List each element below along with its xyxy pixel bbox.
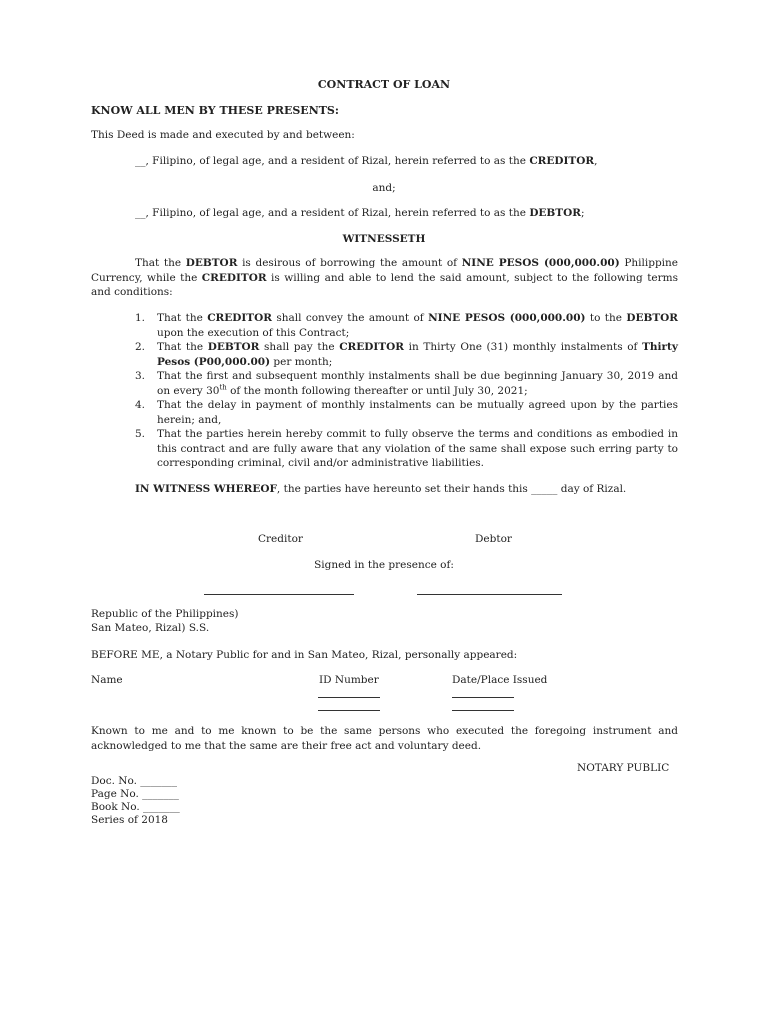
document-title: CONTRACT OF LOAN <box>317 78 451 91</box>
witnesseth-heading: WITNESSETH <box>342 233 426 245</box>
before-me-text: BEFORE ME, a Notary Public for and in San Mateo, Rizal, personally appeared: <box>91 649 518 661</box>
debtor-signature-label: Debtor <box>475 533 512 545</box>
term-item: 4. That the delay in payment of monthly instalments can be mutually agreed upon by the parties herein; and, <box>135 399 678 426</box>
signed-presence-text: Signed in the presence of: <box>314 559 454 571</box>
series-field: Series of 2018 <box>91 814 168 826</box>
and-text: and; <box>372 182 396 194</box>
notary-public-label: NOTARY PUBLIC <box>577 762 670 774</box>
date-place-blank-line <box>452 710 514 711</box>
venue-line: San Mateo, Rizal) S.S. <box>91 622 210 634</box>
debtor-name-blank: __ <box>135 207 146 219</box>
term-item: 5. That the parties herein hereby commit to fully observe the terms and conditions as embodied in this contract and are fully aware that any violation of the same shall expose such erring party to corresponding criminal, civil and/or administrative liabilities. <box>135 428 678 469</box>
doc-number-field: Doc. No. _______ <box>91 775 178 787</box>
terms-list <box>135 311 678 471</box>
date-place-blank-line <box>452 697 514 698</box>
witness-signature-line <box>417 594 562 595</box>
page-number-field: Page No. _______ <box>91 788 179 800</box>
intro-paragraph: That the DEBTOR is desirous of borrowing the amount of NINE PESOS (000,000.00) Philippine Currency, while the CREDITOR is willing and able to lend the said amount, subject to the following terms and conditions: <box>91 257 679 298</box>
term-item: 3. That the first and subsequent monthly instalments shall be due beginning January 30, 2019 and on every 30th of the month following thereafter or until July 30, 2021; <box>135 370 678 397</box>
id-number-blank-line <box>318 710 380 711</box>
salutation: KNOW ALL MEN BY THESE PRESENTS: <box>91 104 339 117</box>
witness-signature-line <box>204 594 354 595</box>
republic-line: Republic of the Philippines) <box>91 608 239 620</box>
id-number-blank-line <box>318 697 380 698</box>
id-number-column-header: ID Number <box>319 674 379 686</box>
witness-whereof-line: IN WITNESS WHEREOF, the parties have hereunto set their hands this _____ day of Rizal. <box>135 483 627 495</box>
creditor-name-blank: __ <box>135 155 146 167</box>
debtor-party-line: __, Filipino, of legal age, and a resident of Rizal, herein referred to as the DEBTOR; <box>135 207 585 219</box>
term-item: 1. That the CREDITOR shall convey the amount of NINE PESOS (000,000.00) to the DEBTOR upon the execution of this Contract; <box>135 312 679 339</box>
name-column-header: Name <box>91 674 123 686</box>
date-place-column-header: Date/Place Issued <box>452 674 548 686</box>
deed-intro: This Deed is made and executed by and between: <box>91 129 355 141</box>
book-number-field: Book No. _______ <box>91 801 180 813</box>
acknowledgment-paragraph: Known to me and to me known to be the same persons who executed the foregoing instrument and acknowledged to me that the same are their free act and voluntary deed. <box>91 725 678 752</box>
creditor-signature-label: Creditor <box>258 533 303 545</box>
creditor-party-line: __, Filipino, of legal age, and a resident of Rizal, herein referred to as the CREDITOR, <box>135 155 598 167</box>
term-item: 2. That the DEBTOR shall pay the CREDITOR in Thirty One (31) monthly instalments of Thirty Pesos (P00,000.00) per month; <box>135 341 678 368</box>
